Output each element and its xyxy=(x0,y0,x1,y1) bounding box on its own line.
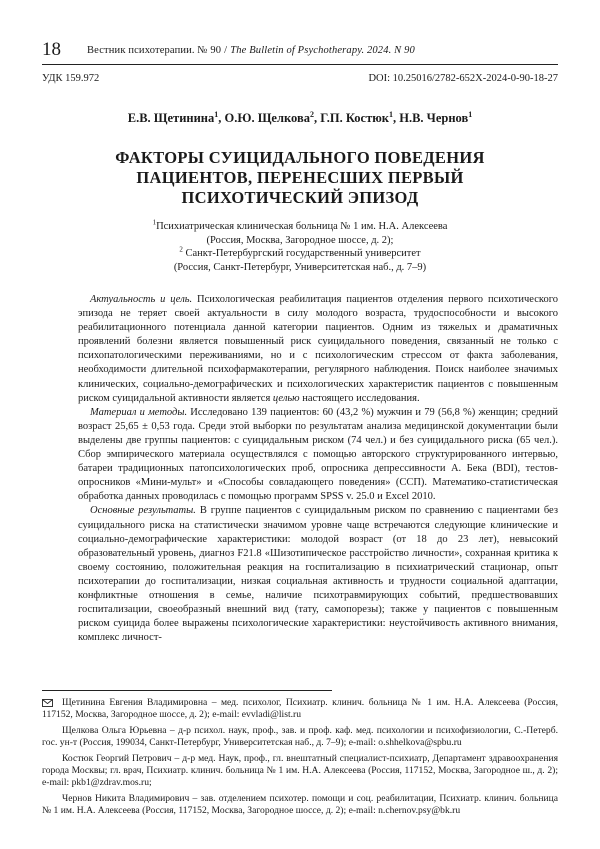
article-title xyxy=(70,148,530,208)
author-list xyxy=(42,111,558,125)
abstract-paragraph-results xyxy=(78,504,558,645)
affiliations xyxy=(42,220,558,274)
footnote xyxy=(42,697,558,722)
section-label: Материал и методы. xyxy=(90,406,188,418)
paragraph-text: Исследовано 139 пациентов: 60 (43,2 %) мужчин и 79 (56,8 %) женщин; средний возраст 25,65 ± 0,53 года. Среди этой выборки по результатам анализа медицинской документации были выделены две группы пациентов: с суицидальным риском (74 чел.) и без суицидального риска (65 чел.). Сбор эмпирического материала осуществлялся с помощью авторского структурированного интервью, батареи традиционных патопсихологических проб, опросника депрессивности А. Бека (BDI), тестов-опросников «Мини-мульт» и «Способы совладающего поведения» (ССП). Математико-статистическая обработка данных проводилась с помощью программ SPSS v. 25.0 и Excel 2010. xyxy=(78,406,558,503)
page-number: 18 xyxy=(42,39,61,60)
author-affiliation-mark: 1 xyxy=(388,109,393,119)
author-name: О.Ю. Щелкова xyxy=(224,111,310,125)
affiliation-mark: 1 xyxy=(152,218,157,227)
affiliation-1-line-2: (Россия, Москва, Загородное шоссе, д. 2); xyxy=(206,234,394,246)
paragraph-text: настоящего исследования. xyxy=(299,392,420,404)
footnote: Щелкова Ольга Юрьевна – д-р психол. наук, проф., зав. и проф. каф. мед. психологии и психофизиологии, С.-Петерб. гос. ун-т (Россия, 199034, Санкт-Петербург, Университетская наб., д. 7–9); e-mail: o.shhelkova@spbu.ru xyxy=(42,724,558,749)
abstract-paragraph-methods xyxy=(78,406,558,505)
abstract-paragraph-relevance xyxy=(78,293,558,406)
running-header xyxy=(42,40,558,60)
journal-title-ru: Вестник психотерапии. № 90 xyxy=(87,45,222,56)
footnote: Костюк Георгий Петрович – д-р мед. Наук, проф., гл. внештатный специалист-психиатр, Департамент здравоохранения города Москвы; гл. врач, Психиатр. клинич. больница № 1 им. Н.А. Алексеева (Россия, 117152, Москва, Загородное ш., д. 2); e-mail: pkb1@zdrav.mos.ru; xyxy=(42,752,558,789)
author-name: Н.В. Чернов xyxy=(399,111,469,125)
abstract xyxy=(78,293,558,645)
affiliation-2-line-2: (Россия, Санкт-Петербург, Университетская наб., д. 7–9) xyxy=(173,261,427,273)
emphasis: целью xyxy=(270,392,300,404)
paragraph-text: В группе пациентов с суицидальным риском по сравнению с пациентами без суицидального риска на статистически значимом уровне чаще встречаются следующие клинические и социально-демографические характеристики: молодой возраст (от 18 до 23 лет), невысокий образовательный уровень, диагноз F21.8 «Шизотипическое расстройство личности», сохранная критика к своему состоянию, положительная реакция на госпитализацию в психиатрический стационар, опыт психотерапии до госпитализации, низкая социальная активность и трудности социальной адаптации, конфликтные отношения в семье, наличие психотравмирующих событий, предшествовавших госпитализации, своеобразный внешний вид (тату, самопорезы); также у пациентов с повышенным риском суицида более выражены психологические характеристики: неустойчивость активного внимания, комплекс личност- xyxy=(78,505,558,644)
footnote-rule xyxy=(42,690,332,691)
author-footnotes xyxy=(42,697,558,821)
author-separator: , xyxy=(218,111,225,125)
author-affiliation-mark: 1 xyxy=(214,109,219,119)
author-name: Е.В. Щетинина xyxy=(127,111,215,125)
title-line: ПАЦИЕНТОВ, ПЕРЕНЕСШИХ ПЕРВЫЙ xyxy=(136,168,464,187)
affiliation-1-line-1 xyxy=(42,220,558,234)
author-separator: , xyxy=(392,111,400,125)
author-name: Г.П. Костюк xyxy=(320,111,389,125)
section-label: Основные результаты. xyxy=(90,505,196,517)
journal-title xyxy=(87,45,415,57)
footnote: Чернов Никита Владимирович – зав. отделением психотер. помощи и соц. реабилитации, Психиатр. клинич. больница № 1 им. Н.А. Алексеева (Россия, 117152, Москва, Загородное шоссе, д. 2); e-mail: n.chernov.psy@bk.ru xyxy=(42,792,558,817)
udk-code: УДК 159.972 xyxy=(42,73,100,84)
author-separator: , xyxy=(313,111,321,125)
header-rule xyxy=(42,64,558,65)
paragraph-text: Психологическая реабилитация пациентов отделения первого психотического эпизода не теряет своей актуальности в силу молодого возраста, трудоспособности и высокого реабилитационного потенциала данной категории пациентов. Одним из тяжелых и драматичных проявлений болезни является повышенный риск суицидального поведения, связанный не только с психопатологическими переживаниями, но и с психологическим стрессом от факта заболевания, необходимости длительной психофармакотерапии, регулярного наблюдения. Поиск наиболее значимых клинических, социально-демографических и психологических характеристик пациентов с повышенным риском суицидальной активности является xyxy=(78,294,558,404)
title-line: ФАКТОРЫ СУИЦИДАЛЬНОГО ПОВЕДЕНИЯ xyxy=(115,148,485,167)
doi: DOI: 10.25016/2782-652X-2024-0-90-18-27 xyxy=(368,73,558,84)
affiliation-text: Санкт-Петербургский государственный университет xyxy=(182,248,421,260)
affiliation-text: Психиатрическая клиническая больница № 1 им. Н.А. Алексеева xyxy=(156,221,448,232)
envelope-icon xyxy=(42,699,53,707)
affiliation-2-line-1 xyxy=(42,247,558,261)
author-affiliation-mark: 2 xyxy=(309,109,314,119)
title-line: ПСИХОТИЧЕСКИЙ ЭПИЗОД xyxy=(181,188,419,207)
author-affiliation-mark: 1 xyxy=(468,109,473,119)
affiliation-mark: 2 xyxy=(179,245,183,254)
footnote-text: Щетинина Евгения Владимировна – мед. психолог, Психиатр. клинич. больница № 1 им. Н.А. Алексеева (Россия, 117152, Москва, Загородное шоссе, д. 2); e-mail: evvladi@list.ru xyxy=(42,697,558,721)
journal-title-separator: / xyxy=(224,45,228,56)
journal-title-en: The Bulletin of Psychotherapy. 2024. N 90 xyxy=(230,45,415,56)
section-label: Актуальность и цель. xyxy=(90,294,193,305)
